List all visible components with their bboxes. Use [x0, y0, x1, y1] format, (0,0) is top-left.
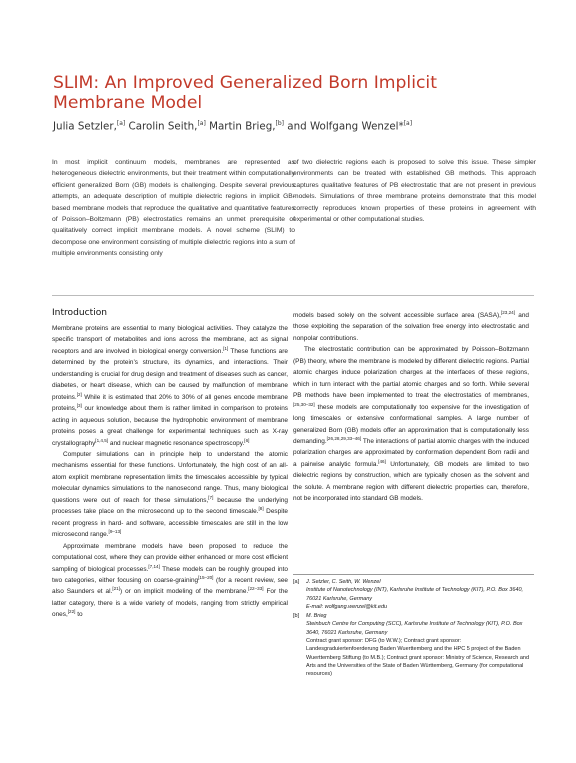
citation-ref[interactable]: [15–20] [198, 574, 214, 580]
body-text: and those exploiting the separation of the solvation free energy into electrostatic and nonpolar contributions. [293, 312, 530, 342]
body-text: Unfortunately, GB models are limited to two dielectric regions by construction, which are typically chosen as the solvent and the solute. A membrane region with different dielectric properties can, therefore, not be incorporated into standard GB models. [293, 460, 530, 503]
footnote-line: M. Brieg [306, 613, 327, 620]
author-affiliation-mark: [a] [403, 120, 413, 127]
body-text: our knowledge about them is rather limited in comparison to proteins acting in aqueous solution, because the hydrophobic environment of membrane proteins poses a great challenge for experimental techniques such as X-ray crystallography [52, 405, 288, 447]
body-paragraph [293, 310, 529, 344]
citation-ref[interactable]: [22–33] [248, 586, 264, 592]
citation-ref[interactable]: [7] [208, 494, 214, 500]
citation-ref[interactable]: [1] [223, 345, 229, 351]
footnote-mark: [b] [293, 613, 300, 620]
author-name: and Wolfgang Wenzel* [287, 120, 404, 133]
body-text: Membrane proteins are essential to many biological activities. They catalyze the specific transport of metabolites and ions across the membrane, act as signal receptors and are involved in biological energy conversion. [52, 325, 288, 355]
citation-ref[interactable]: [26,28,29,33–46] [326, 435, 362, 441]
footnote-line: Institute of Nanotechnology (INT), Karlsruhe Institute of Technology (KIT), P.O. Box 3640, 76021 Karlsruhe, Germany [306, 587, 524, 602]
body-text: because the underlying processes take place on the microsecond up to the second timescale. [52, 496, 288, 516]
body-text: Computer simulations can in principle help to understand the atomic mechanisms essential for these functions. Unfortunately, the high cost of an all-atom explicit membrane representation limits the timescales accessible by typical molecular dynamics simulations to the nanosecond range. Thus, many biological questions were out of reach for these simulations, [52, 450, 288, 504]
footnote-divider [293, 574, 534, 575]
body-text: (for a recent review, see also Saunders et al. [52, 576, 288, 596]
citation-ref[interactable]: [8] [258, 506, 264, 512]
citation-ref[interactable]: [21] [112, 586, 120, 592]
abstract-divider [52, 295, 534, 296]
body-text: These models can be roughly grouped into two categories, either focusing on coarse-graining [52, 565, 288, 584]
body-text: The interactions of partial atomic charges with the induced polarization charges are approximated by conformation dependent Born radii and a pairwise analytic formula. [293, 437, 529, 468]
abstract-text-left: In most implicit continuum models, membranes are represented as heterogeneous dielectric environments, but their treatment within computationally efficient generalized Born (GB) models is challenging. Despite several previous attempts, an adequate description of multiple dielectric regions in implicit GB-based membrane models that reproduce the qualitative and quantitative features of Poisson–Boltzmann (PB) electrostatics remains an unmet prerequisite of qualitatively correct implicit membrane models. A novel scheme (SLIM) to decompose one environment consisting of multiple dielectric regions into a sum of multiple environments consisting only [52, 159, 295, 258]
citation-ref[interactable]: [23,24] [500, 309, 515, 315]
body-paragraph [52, 323, 288, 449]
citation-ref[interactable]: [7,14] [148, 563, 160, 569]
body-text: models based solely on the solvent accessible surface area (SASA), [293, 312, 501, 319]
abstract-right-column [293, 157, 536, 225]
body-text: These functions are determined by the protein’s structure, its dynamics, and interactions. Their understanding is crucial for drug design and treatment of diseases such as cancer, diabetes, or heart disease, which can be caused by malfunction of membrane proteins. [52, 347, 288, 401]
author-list [53, 120, 533, 132]
body-column-right [293, 310, 529, 505]
author-affiliation-mark: [b] [275, 120, 285, 127]
author-name: Martin Brieg, [209, 120, 276, 133]
body-text: ) or on implicit modeling of the membrane. [120, 588, 249, 596]
body-text: and nuclear magnetic resonance spectroscopy. [108, 439, 245, 447]
body-text: The electrostatic contribution can be approximated by Poisson–Boltzmann (PB) theory, where the membrane is modeled by different dielectric regions. Partial atomic charges induce polarization charges at the interfaces of these regions, which in turn interact with the partial atomic charges and so forth. While several PB methods have been implemented to treat the electrostatics of membranes, [293, 346, 529, 400]
footnote-mark: [a] [293, 579, 300, 585]
body-paragraph [52, 541, 288, 621]
abstract-text-right: of two dielectric regions each is proposed to solve this issue. These simpler environments can be treated with established GB methods. This approach captures qualitative features of PB electrostatic that are not present in previous models. Simulations of three membrane proteins demonstrate that this model correctly reproduces known properties of these proteins in agreement with experimental or other computational studies. [293, 159, 536, 224]
footnote-line: J. Setzler, C. Seith, W. Wenzel [306, 579, 381, 585]
footnote-line: Steinbuch Centre for Computing (SCC), Karlsruhe Institute of Technology (KIT), P.O. Box 3640, 76021 Karlsruhe, Germany [306, 621, 523, 636]
citation-ref[interactable]: [9–13] [108, 529, 122, 535]
affiliation-footnote [293, 612, 534, 678]
body-text: these models are computationally too expensive for the investigation of long timescales or extensive conformational samples. A large number of generalized Born (GB) models offer an approximation that is computationally less demanding. [293, 403, 529, 445]
author-affiliation-mark: [a] [197, 120, 206, 127]
body-text: For the latter category, there is a wide variety of models, ranging from strictly empirical ones, [52, 588, 288, 619]
abstract-left-column [52, 157, 295, 260]
footnote-line: E-mail: wolfgang.wenzel@kit.edu [306, 603, 388, 610]
article-title: SLIM: An Improved Generalized Born Implicit Membrane Model [53, 73, 437, 113]
author-affiliation-mark: [a] [116, 120, 126, 127]
author-name: Carolin Seith, [128, 120, 198, 133]
citation-ref[interactable]: [2] [76, 391, 82, 397]
body-text: Despite recent progress in hard- and software, accessible timescales are still in the low microsecond range. [52, 508, 288, 539]
body-text: Approximate membrane models have been proposed to reduce the computational cost, where they can provide either enhanced or more cost efficient sampling of biological processes. [52, 542, 288, 573]
body-text: While it is estimated that 20% to 30% of all genes encode membrane proteins, [52, 393, 288, 413]
author-name: Julia Setzler, [53, 120, 117, 133]
citation-ref[interactable]: [46] [378, 458, 386, 464]
affiliation-footnote [293, 578, 534, 611]
citation-ref[interactable]: [22] [67, 609, 76, 615]
body-column-left [52, 323, 288, 621]
footnote-line: Contract grant sponsor: DFG (to W.W.); Contract grant sponsor: Landesgraduiertenfoerderung Baden Wuerttemberg and the HPC 5 project of the Baden Wuerttemberg Stiftung (to M.B.); Contract grant sponsor: Ministry of Science, Research and Arts and the Universities of the State of Baden Württemberg, Germany (for computational resources) [306, 638, 530, 678]
body-paragraph [293, 344, 529, 504]
section-heading-introduction: Introduction [52, 308, 108, 318]
body-text: to [75, 611, 83, 619]
citation-ref[interactable]: [3] [76, 403, 82, 409]
body-paragraph [52, 449, 288, 541]
citation-ref[interactable]: [25,30–32] [293, 401, 315, 407]
affiliation-footnotes [293, 578, 534, 680]
citation-ref[interactable]: [6] [244, 437, 250, 443]
citation-ref[interactable]: [1,4,5] [95, 437, 109, 443]
